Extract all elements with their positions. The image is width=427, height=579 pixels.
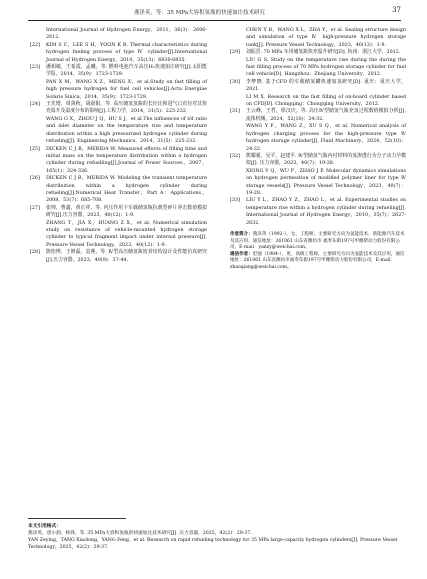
citation-block [28,523,401,551]
reference-entry [30,101,207,116]
reference-text: DICKEN C J B，MERIDA W. Modeling the transient temperature distribution within a hydrogen cylinder during refueling[J].Numerical Heat Transfer，Part A：Applications，2008，53(7)：685-708. [46,175,207,204]
reference-number: [22] [30,41,40,48]
reference-number: [23] [30,64,40,71]
reference-text: 刘振晋. 70 MPa 车用储氢瓶快充温升研究[D]. 杭州：浙江大学，2012. [246,49,401,56]
reference-text: CHEN Y B，WANG X L，ZHA Y，et al. Sealing structure design and simulation of type Ⅳ high-pressure hydrogen storage tank[J]. Pressure Vessel Technology，2023，40(12)：1-9. [246,27,406,48]
reference-text: 熊耀强，吴平，赵建平. Ⅳ型储氢气瓶内衬材料的氢渗透行为分子动力学模拟[J]. 压力容器，2023，40(7)：19-28. [246,152,406,167]
reference-text: 王云峰，王哲，徐汉庆，等. 高压Ⅳ型储氢气瓶充氢过程数值模拟分析[J]. 流体机械，2024，52(10)：24-32. [246,108,406,122]
reference-number: [24] [30,101,40,108]
reference-text: 张帅，曹鑫，黄正祥，等. 内压作用下车载储氢瓶抗典型碎片冲击数值模拟研究[J].压力容器，2023，40(12)：1-9. [46,204,207,219]
reference-number: [31] [230,108,240,115]
reference-text: XIONG Y Q，WU P，ZHAO J P. Molecular dynamics simulations on hydrogen permeation of modified polymer liner for type Ⅳ storage vessels[J]. Pressure Vessel Technology，2023，40(7)：19-28. [246,167,406,196]
reference-text: 李梦晓. 基于CFD 的车载储氢罐快速加氢研究[D]. 重庆：重庆大学，2021. [246,78,406,93]
reference-text: WANG G X，ZHOU J Q，HU S J，et al.The influences of l/d ratio and inlet diameter on the temperature rise and temperature distribution within a high pressurized hydrogen cylinder during refueling[J]. Engineering Mechanics，2014，31(5)：225-232. [46,115,207,145]
author-biography [230,232,406,272]
reference-entry [230,153,406,168]
citation-title: 本文引用格式： [28,524,61,529]
reference-entry [230,94,406,109]
reference-text: 陈怡博，王修磊，袁燕，等. Ⅳ型高压储氢瓶密封结构设计及性能仿真研究[J].压力容器，2023，40(9)：37-44. [46,249,207,263]
header-rule [28,20,401,21]
corresponding-author-text: 赵强（1984-），男，高级工程师，主要研究方向为氢能技术及其应用，通信地址：261061 山东省潍坊市福寿东街197号甲潍柴动力股份有限公司，E-mail：zhaoqiang@weichai.com。 [230,251,405,270]
reference-text: PAN X M，WANG X Z，MENG X，et al.Study on fast filling of high pressure hydrogen for fuel cell vehicles[J].Acta Energiae Solaris Sinica，2014，35(9)：1723-1729. [46,78,207,100]
reference-entry [30,116,207,146]
citation-rule [28,518,126,519]
reference-text: KIM S C，LEE S H，YOON K B. Thermal characteristics during hydrogen fueling process of type Ⅳ cylinder[J].International Journal of Hydrogen Energy，2010，35(13)：6830-6835. [46,41,207,63]
reference-entry [30,175,207,205]
citation-english: YAN Zeying，TANG Xiaolong，YANG Feng，et al. Research on rapid refueling technology for 35 MPa large-capacity hydrogen cylinders[J]. Pressure Vessel Technology，2025，42(2)：29-37. [28,538,398,551]
reference-entry [230,197,406,227]
reference-entry [30,64,207,79]
reference-text: DICKEN C J B，MERIDA W. Measured effects of filling time and initial mass on the temperature distribution within a hydrogen cylinder during refuelling[J].Journal of Power Sources，2007，165(1)：324-336. [46,145,207,174]
corresponding-author [230,252,406,272]
reference-number: [30] [230,78,240,85]
reference-entry [30,205,207,220]
reference-text: WANG Y F，WANG Z，XU S Q，et al. Numerical analysis of hydrogen charging process for the high-pressure type Ⅳ hydrogen storage cylinder[J]. Fluid Machinery，2024，52(10)：24-32. [246,123,406,152]
reference-entry [230,123,406,153]
reference-number: [33] [230,197,240,204]
reference-entry [230,27,406,49]
reference-text: 王先增，周剑秋，胡淑娟，等. 高压储氢氢瓶的长径比和进气口直径对其快充温升及温度分布的影响[J].工程力学，2014，31(5)：225-232 [46,101,207,115]
reference-entry [30,42,207,64]
reference-number: [29] [230,49,240,56]
reference-entry [230,79,406,94]
reference-number: [25] [30,145,40,152]
citation-chinese: 燕泽英，唐小润，杨锋，等. 35 MPa大容积氢瓶的快速加注技术研究[J]. 压力容器，2025，42(2)：29-37. [28,531,252,537]
reference-entry [30,27,207,42]
reference-entry [30,249,207,264]
reference-list-right [230,27,406,227]
reference-number: [32] [230,152,240,159]
running-header [28,6,401,18]
reference-column-right [230,27,406,272]
page-number: 37 [392,6,401,14]
reference-number: [27] [30,204,40,211]
reference-entry [30,146,207,176]
reference-entry [230,108,406,123]
reference-text: LI M X. Research on the fast filling of on-board cylinder based on CFD[D]. Chongqing：Chongqing University，2012. [246,93,406,108]
reference-text: LIU G S. Study on the temperature rise during the during the fast filling process of 70 MPa hydrogen storage cylinder for fuel cell vehicle[D]. Hangzhou：Zhejiang University，2012. [246,56,406,78]
reference-entry [230,49,406,56]
reference-entry [230,57,406,79]
reference-text: International Journal of Hydrogen Energy，2011，36(3)：2606-2612. [46,27,207,41]
reference-column-left [30,27,207,264]
reference-text: ZHANG T，JIA X，HUANG Z X，et al. Numerical simulation study on resistance of vehicle-mounted hydrogen storage cylinder to typical fragment impact under internal pressure[J]. Pressure Vessel Technology，2023，40(12)：1-9. [46,219,207,248]
reference-text: LIU Y L，ZHAO Y Z，ZHAO L，et al. Experimental studies on temperature rise within a hydrogen cylinder during refueling[J]. International Journal of Hydrogen Energy，2010，35(7)：2627-2632. [246,197,406,226]
author-bio [230,232,406,252]
reference-number: [26] [30,175,40,182]
running-header-title: 燕泽英，等：35 MPa大容积氢瓶的快速加注技术研究 [133,10,266,16]
author-bio-label: 作者简介： [230,231,253,237]
reference-number: [28] [30,249,40,256]
reference-entry [230,168,406,198]
reference-text: 潘相敏，王希霞，孟曦，等. 燃料电池汽车高压H₂快速加注研究[J].太阳能学报，2014，35(9)：1723-1729. [46,64,207,78]
author-bio-text: 燕泽英（1992-），女，工程师，主要研究方向为氢能技术、新能源汽车技术及其应用，通信地址：261061 山东省潍坊市 福寿东街197号甲潍柴动力股份有限公司，E-mail：yanzy@weichai.com。 [230,231,405,251]
reference-entry [30,220,207,250]
reference-entry [30,79,207,101]
corresponding-author-label: 通信作者： [230,251,253,257]
